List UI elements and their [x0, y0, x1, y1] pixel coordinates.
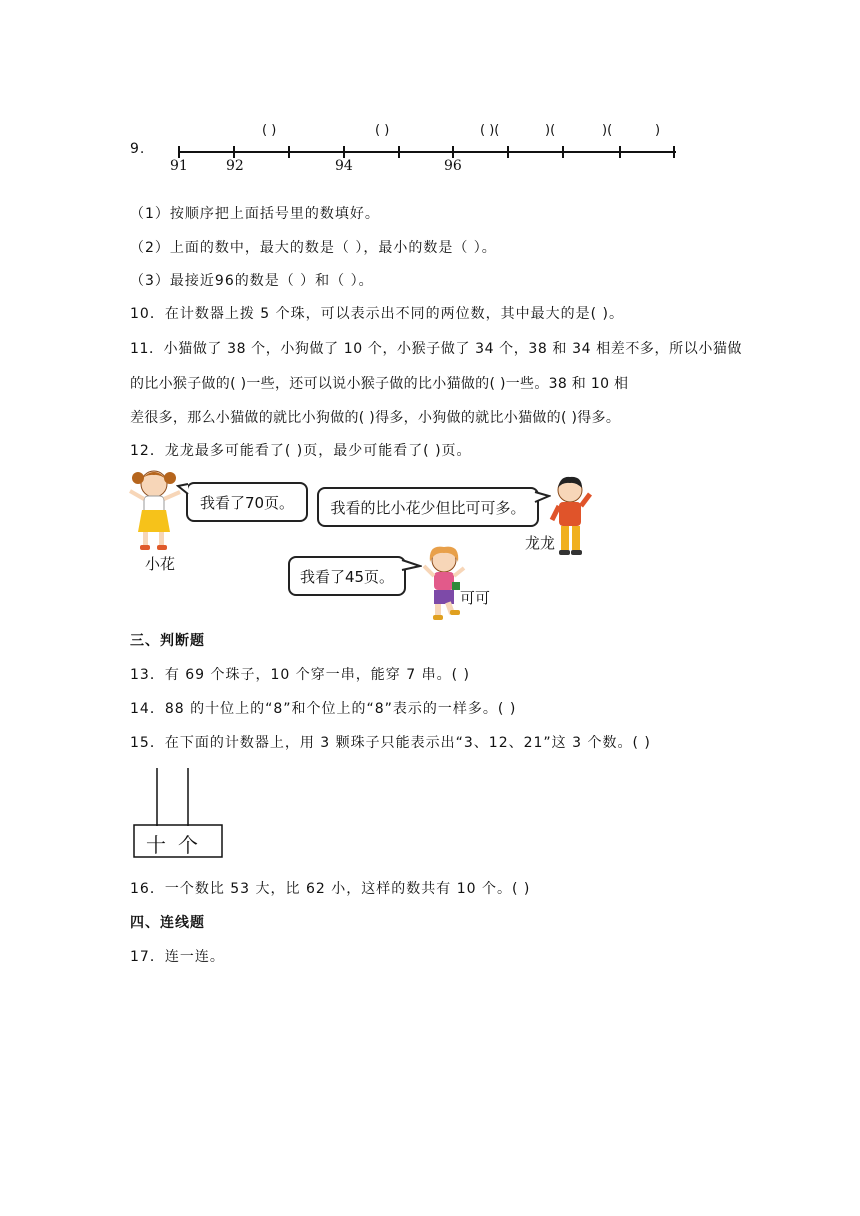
bubble-tail-keke — [400, 558, 422, 574]
section-3-heading: 三、判断题 — [130, 633, 205, 649]
q15-text: 15．在下面的计数器上，用 3 颗珠子只能表示出“3、12、21”这 3 个数。( ) — [130, 735, 651, 751]
q11-line2: 的比小猴子做的( )一些，还可以说小猴子做的比小猫做的( )一些。38 和 10 相 — [130, 376, 629, 392]
q10-text: 10．在计数器上拨 5 个珠，可以表示出不同的两位数，其中最大的是( )。 — [130, 306, 624, 322]
q16-text: 16．一个数比 53 大，比 62 小，这样的数共有 10 个。( ) — [130, 881, 531, 897]
name-longlong: 龙龙 — [525, 534, 556, 552]
q12-text: 12．龙龙最多可能看了( )页，最少可能看了( )页。 — [130, 443, 472, 459]
speech-text-longlong: 我看的比小花少但比可可多。 — [330, 498, 526, 517]
section-4-heading: 四、连线题 — [130, 915, 205, 931]
speech-bubble-keke — [288, 556, 406, 596]
q9-number: 9. — [130, 141, 146, 157]
name-keke: 可可 — [460, 589, 491, 607]
q13-text: 13．有 69 个珠子，10 个穿一串，能穿 7 串。( ) — [130, 667, 470, 683]
q9-blank-95[interactable]: ( ) — [375, 123, 390, 138]
speech-bubble-longlong — [317, 487, 539, 527]
q17-text: 17．连一连。 — [130, 949, 225, 965]
name-xiaohua: 小花 — [145, 555, 176, 573]
bubble-tail-xiaohua — [176, 482, 190, 498]
keke-girl-illustration — [420, 544, 470, 622]
q9-blank-97[interactable]: ( )( — [480, 123, 500, 138]
q9-sub1: （1）按顺序把上面括号里的数填好。 — [130, 206, 380, 222]
counter-tens-label: 十 — [146, 833, 182, 857]
q11-line1: 11．小猫做了 38 个，小狗做了 10 个，小猴子做了 34 个，38 和 34 相差不多，所以小猫做 — [130, 341, 743, 357]
speech-text-keke: 我看了45页。 — [299, 567, 395, 586]
q9-blank-93[interactable]: ( ) — [262, 123, 277, 138]
tick-label-96: 96 — [444, 158, 462, 174]
q9-sub2: （2）上面的数中，最大的数是（ ），最小的数是（ ）。 — [130, 240, 497, 256]
q9-sub3: （3）最接近96的数是（ ）和（ ）。 — [130, 273, 374, 289]
tick-label-92: 92 — [226, 158, 244, 174]
tick-label-91: 91 — [170, 158, 188, 174]
q9-blank-98[interactable]: )( — [545, 123, 556, 138]
q9-blank-99[interactable]: )( — [602, 123, 613, 138]
q11-line3: 差很多，那么小猫做的就比小狗做的( )得多，小狗做的就比小猫做的( )得多。 — [130, 410, 621, 426]
q9-number-line — [0, 0, 860, 190]
speech-bubble-xiaohua — [186, 482, 308, 522]
speech-text-xiaohua: 我看了70页。 — [199, 493, 295, 512]
q14-text: 14．88 的十位上的“8”和个位上的“8”表示的一样多。( ) — [130, 701, 517, 717]
counter-ones-label: 个 — [178, 833, 214, 857]
q9-blank-100[interactable]: ) — [655, 123, 661, 138]
xiaohua-girl-illustration — [128, 466, 188, 556]
tick-label-94: 94 — [335, 158, 353, 174]
